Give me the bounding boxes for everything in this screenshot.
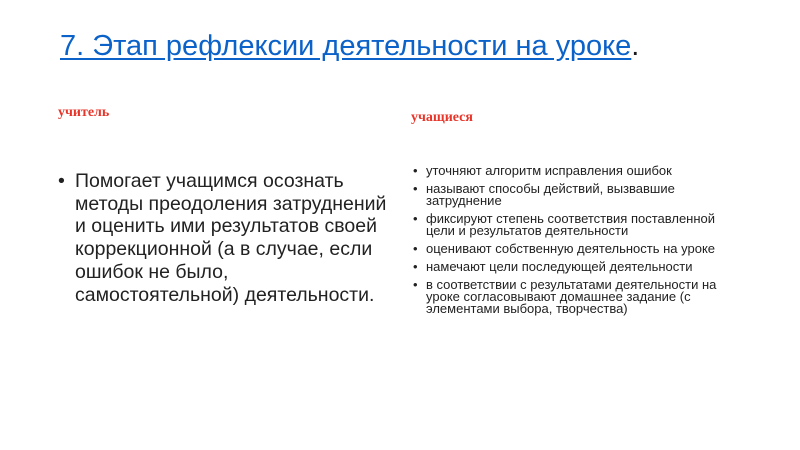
slide-title xyxy=(60,30,639,63)
students-item-text: называют способы действий, вызвавшие затруднение xyxy=(426,181,675,208)
teacher-item xyxy=(58,170,393,306)
bullet-icon: • xyxy=(413,277,418,292)
slide-title-link[interactable]: 7. Этап рефлексии деятельности на уроке xyxy=(60,30,632,62)
students-item xyxy=(413,165,743,177)
bullet-icon: • xyxy=(413,181,418,196)
slide-title-period: . xyxy=(631,30,640,62)
students-item xyxy=(413,183,743,207)
students-list xyxy=(413,165,743,321)
students-heading: учащиеся xyxy=(411,110,473,125)
teacher-item-text: Помогает учащимся осознать методы преодоления затруднений и оценить ими результатов своей коррекционной (а в случае, если ошибок не было, самостоятельной) деятельности. xyxy=(75,170,387,306)
teacher-list xyxy=(58,170,393,306)
students-item xyxy=(413,243,743,255)
students-item-text: намечают цели последующей деятельности xyxy=(426,259,693,274)
bullet-icon: • xyxy=(413,211,418,226)
students-item-text: оценивают собственную деятельность на уроке xyxy=(426,241,716,256)
students-item xyxy=(413,213,743,237)
bullet-icon: • xyxy=(58,170,65,192)
bullet-icon: • xyxy=(413,163,418,178)
students-item-text: фиксируют степень соответствия поставленной цели и результатов деятельности xyxy=(426,211,716,238)
students-item xyxy=(413,261,743,273)
bullet-icon: • xyxy=(413,241,418,256)
students-item-text: уточняют алгоритм исправления ошибок xyxy=(426,163,672,178)
students-item xyxy=(413,279,743,315)
students-item-text: в соответствии с результатами деятельности на уроке согласовывают домашнее задание (с элементами выбора, творчества) xyxy=(426,277,717,316)
teacher-heading: учитель xyxy=(58,105,110,120)
bullet-icon: • xyxy=(413,259,418,274)
